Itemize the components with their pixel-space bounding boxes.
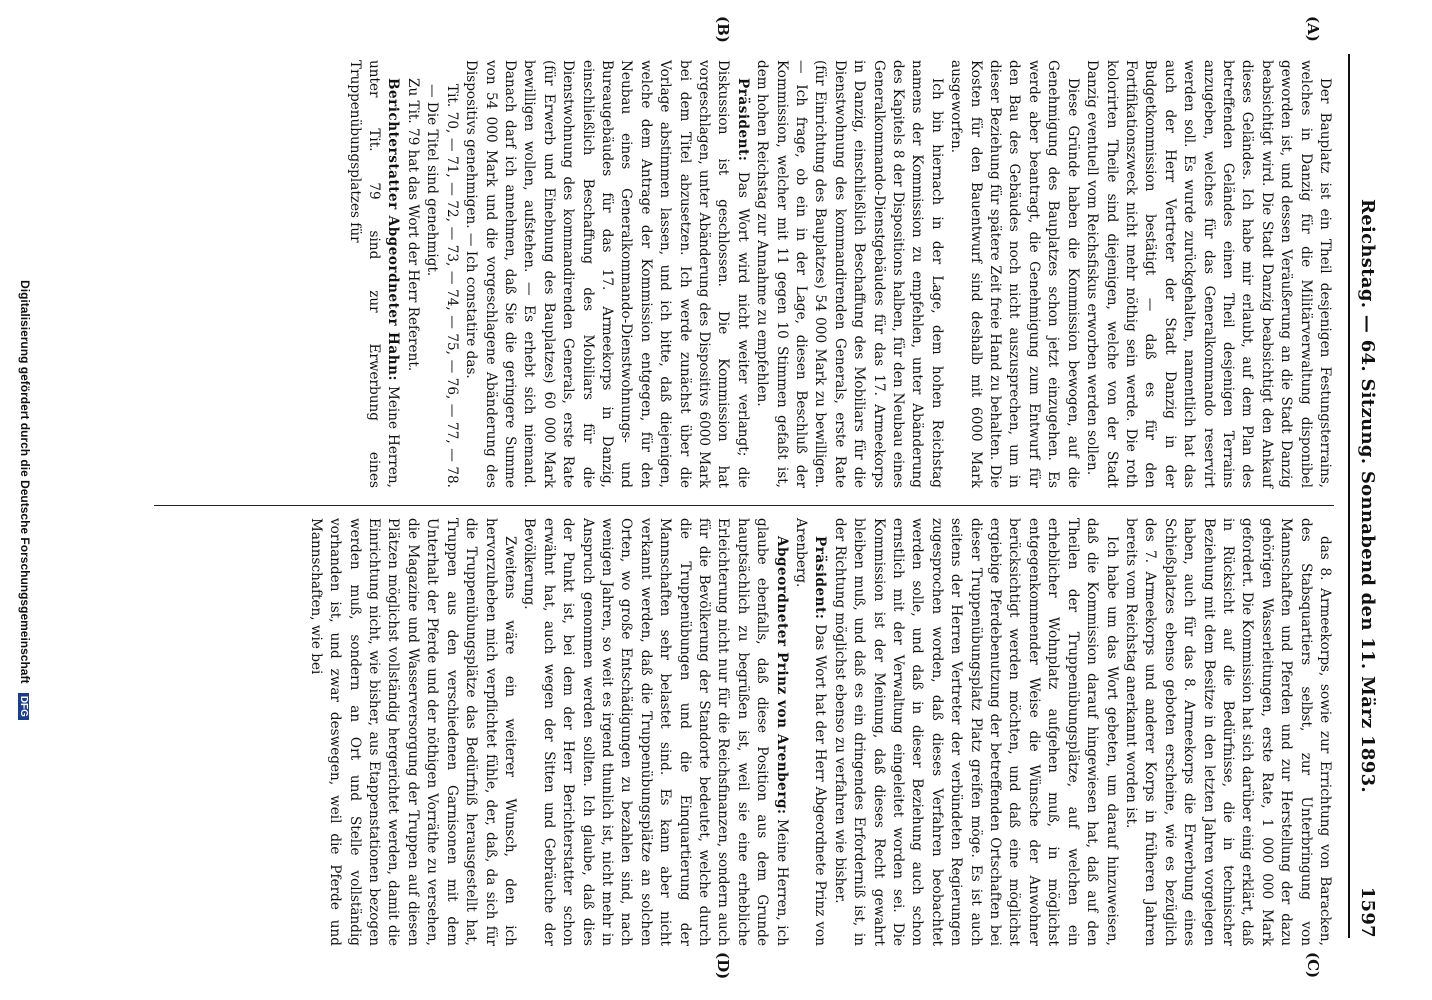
left-paragraph [461, 60, 752, 488]
speaker-name: Präsident: [812, 536, 829, 620]
right-column [305, 518, 1334, 946]
speaker-name: Präsident: [734, 78, 751, 162]
right-paragraph [305, 518, 518, 946]
paragraph-text: Zu Tit. 79 hat das Wort der Herr Referent. [404, 78, 421, 372]
paragraph-text: Das Wort hat der Herr Abgeordnete Prinz von Arenberg. [793, 518, 829, 946]
left-paragraph [946, 60, 1082, 488]
paragraph-text: das 8. Armeekorps, sowie zur Errichtung von Baracken, des Stabsquartiers selbst, zur Unterbringung von Mannschaften und Pferden und zur Herstellung der dazu gehörigen Wasserleitungen, erste Rate, 1 000 000 Mark gefordert. Die Kommission hat sich darüber einig erklärt, daß in Rücksicht auf die Bedürfnisse, die in technischer Beziehung mit dem Besitze in den letzten Jahren vorgelegen haben, auch für das 8. Armeekorps die Erwerbung eines Schießplatzes ebenso geboten erscheine, wie es bezüglich des 7. Armeekorps und anderer Korps in früheren Jahren bereits vom Reichstag anerkannt worden ist. [1122, 518, 1333, 946]
margin-marker-d: (D) [714, 952, 732, 980]
right-paragraph [519, 518, 791, 946]
paragraph-text: Ich bin hiernach in der Lage, dem hohen Reichstag namens der Kommission zu empfehlen, unter Abänderung des Kapitels 8 der Dispositions halben, für den Neubau eines Generalkommando-Dienstgebäudes für das 17. Armeekorps in Danzig, einschließlich Beschaffung des Mobiliars für die Dienstwohnung des kommandirenden Generals, erste Rate (für Einrichtung des Bauplatzes) 54 000 Mark zu bewilligen. — Ich frage, ob ein in der Lage, diesen Beschluß der Kommission, welcher mit 11 gegen 10 Stimmen gefaßt ist, dem hohen Reichstag zur Annahme zu empfehlen. [754, 60, 945, 488]
margin-marker-c: (C) [1304, 952, 1322, 979]
paragraph-text: Ich habe um das Wort gebeten, um darauf hinzuweisen, daß die Kommission darauf hingewiesen hat, daß auf den Theilen der Truppenübungsplätze, auf welchen ein erheblicher Wohnplatz aufgehen muß, in möglichst entgegenkommender Weise die Wünsche der Anwohner berücksichtigt werden möchten, und daß eine möglichst ergiebige Pferdebenutzung der betreffenden Ortschaften bei dieser Truppenübungsplatz Platz greifen möge. Es ist auch seitens der Herren Vertreter der verbündeten Regierungen zugesprochen worden, daß dieses Verfahren beobachtet werden solle, und daß in dieser Beziehung auch schon ernstlich mit der Verwaltung eingeleitet worden sei. Die Kommission ist der Meinung, daß dieses Recht gewahrt bleiben muß, und daß es ein dringendes Erforderniß ist, in der Richtung möglichst ebenso zu verfahren wie bisher. [831, 518, 1120, 946]
margin-marker-b: (B) [714, 16, 732, 43]
left-column [344, 60, 1334, 488]
paragraph-text: Meine Herren, ich glaube ebenfalls, daß diese Position aus dem Grunde hauptsächlich zu begrüßen ist, weil sie eine erhebliche Erleichterung nicht nur für die Reichsfinanzen, sondern auch für die Bevölkerung der Standorte bedeutet, welche durch die Truppenübungen und die Einquartierung der Mannschaften sehr belastet sind. Es kann aber nicht verkannt werden, daß die Truppenübungsplätze an solchen Orten, wo große Entschädigungen zu bezahlen sind, nach wenigen Jahren, so weit es irgend thunlich ist, nicht mehr in Anspruch genommen werden sollten. Ich glaube, daß dies der Punkt ist, bei dem der Herr Berichterstatter schon erwähnt hat, auch wegen der Sitten und Gebräuche der Bevölkerung. [521, 518, 790, 946]
right-paragraph [791, 518, 830, 946]
left-paragraph [752, 60, 946, 488]
dfg-logo: DFG [18, 693, 29, 720]
right-paragraph [1121, 518, 1334, 946]
speaker-name: Berichterstatter Abgeordneter Hahn: [385, 78, 402, 381]
paragraph-text: Das Wort wird nicht weiter verlangt; die Diskussion ist geschlossen. Die Kommission hat vorgeschlagen, unter Abänderung des Dispositivs 6000 Mark bei dem Titel abzusetzen. Ich werde zunächst über die Vorlage abstimmen lassen, und ich bitte, daß diejenigen, welche dem Antrage der Kommission entgegen, für den Neubau eines Generalkommando-Dienstwohnungs- und Bureaugebäudes für das 17. Armeekorps in Danzig, einschließlich Beschaffung des Mobiliars für die Dienstwohnung des kommandirenden Generals, erste Rate (für Erwerb und Einebnung des Bauplatzes) 60 000 Mark bewilligen wollen, aufstehen. — Es erhebt sich niemand. Danach darf ich annehmen, daß Sie die geringere Summe von 54 000 Mark und die vorgeschlagene Abänderung des Dispositivs genehmigen. — Ich constatire das. [463, 60, 751, 488]
left-paragraph [403, 60, 422, 488]
page-header [1348, 54, 1384, 938]
paragraph-text: Tit. 70, — 71, — 72, — 73, — 74, — 75, — 76, — 77, — 78. — Die Titel sind genehmigt. [424, 84, 460, 488]
paragraph-text: Diese Gründe haben die Kommission bewogen, auf die Genehmigung des Bauplatzes schon jetzt einzugehen. Es werde aber beantragt, die Genehmigung zum Entwurf für den Bau des Gebäudes noch nicht auszusprechen, um in dieser Beziehung für spätere Zeit freie Hand zu behalten. Die Kosten für den Bauentwurf sind deshalb mit 6000 Mark ausgeworfen. [948, 60, 1081, 488]
left-paragraph [344, 60, 402, 488]
footer-text: Digitalisierung gefördert durch die Deutsche Forschungsgemeinschaft [18, 280, 32, 684]
running-head: Reichstag. — 64. Sitzung. Sonnabend den 11. März 1893. [1357, 199, 1378, 793]
paragraph-text: Der Bauplatz ist ein Theil desjenigen Festungsterrains, welches in Danzig für die Militärverwaltung disponibel geworden ist, und dessen Veräußerung an die Stadt Danzig beabsichtigt wird. Die Stadt Danzig beabsichtigt den Ankauf dieses Geländes. Ich habe mir erlaubt, auf dem Plan des betreffenden Geländes einen Theil desjenigen Terrains anzugeben, welches für das Generalkommando reservirt werden soll. Es wurde zurückgehalten, namentlich hat das auch der Herr Vertreter der Stadt Danzig in der Budgetkommission bestätigt — daß es für den Fortifikationszweck nicht mehr nöthig sein werde. Die roth kolorirten Theile sind diejenigen, welche von der Stadt Danzig eventuell vom Reichsfiskus erworben werden sollen. [1084, 60, 1333, 488]
column-divider [154, 505, 1334, 506]
paragraph-text: Zweitens wäre ein weiterer Wunsch, den ich hervorzuheben mich verpflichtet fühle, der, daß, da sich für die Truppenübungsplätze das Bedürfniß herausgestellt hat, Truppen aus den verschiedenen Garnisonen mit dem Unterhalt der Pferde und der nöthigen Vorräthe zu versehen, die Magazine und Wasserversorgung der Truppen auf diesen Plätzen möglichst vollständig hergerichtet werden, damit die Einrichtung nicht, wie bisher, aus Etappenstationen bezogen werden muß, sondern an Ort und Stelle vollständig vorhanden ist, und zwar deswegen, weil die Pferde und Mannschaften, wie bei [307, 518, 518, 946]
margin-marker-a: (A) [1304, 16, 1322, 42]
paragraph-text: Meine Herren, unter Tit. 79 sind zur Erwerbung eines Truppenübungsplatzes für [346, 60, 402, 488]
left-paragraph [422, 60, 461, 488]
page-number: 1597 [1357, 886, 1378, 938]
digitization-footer [10, 0, 32, 1000]
speaker-name: Abgeordneter Prinz von Arenberg: [773, 536, 790, 815]
right-paragraph [829, 518, 1120, 946]
left-paragraph [1082, 60, 1334, 488]
